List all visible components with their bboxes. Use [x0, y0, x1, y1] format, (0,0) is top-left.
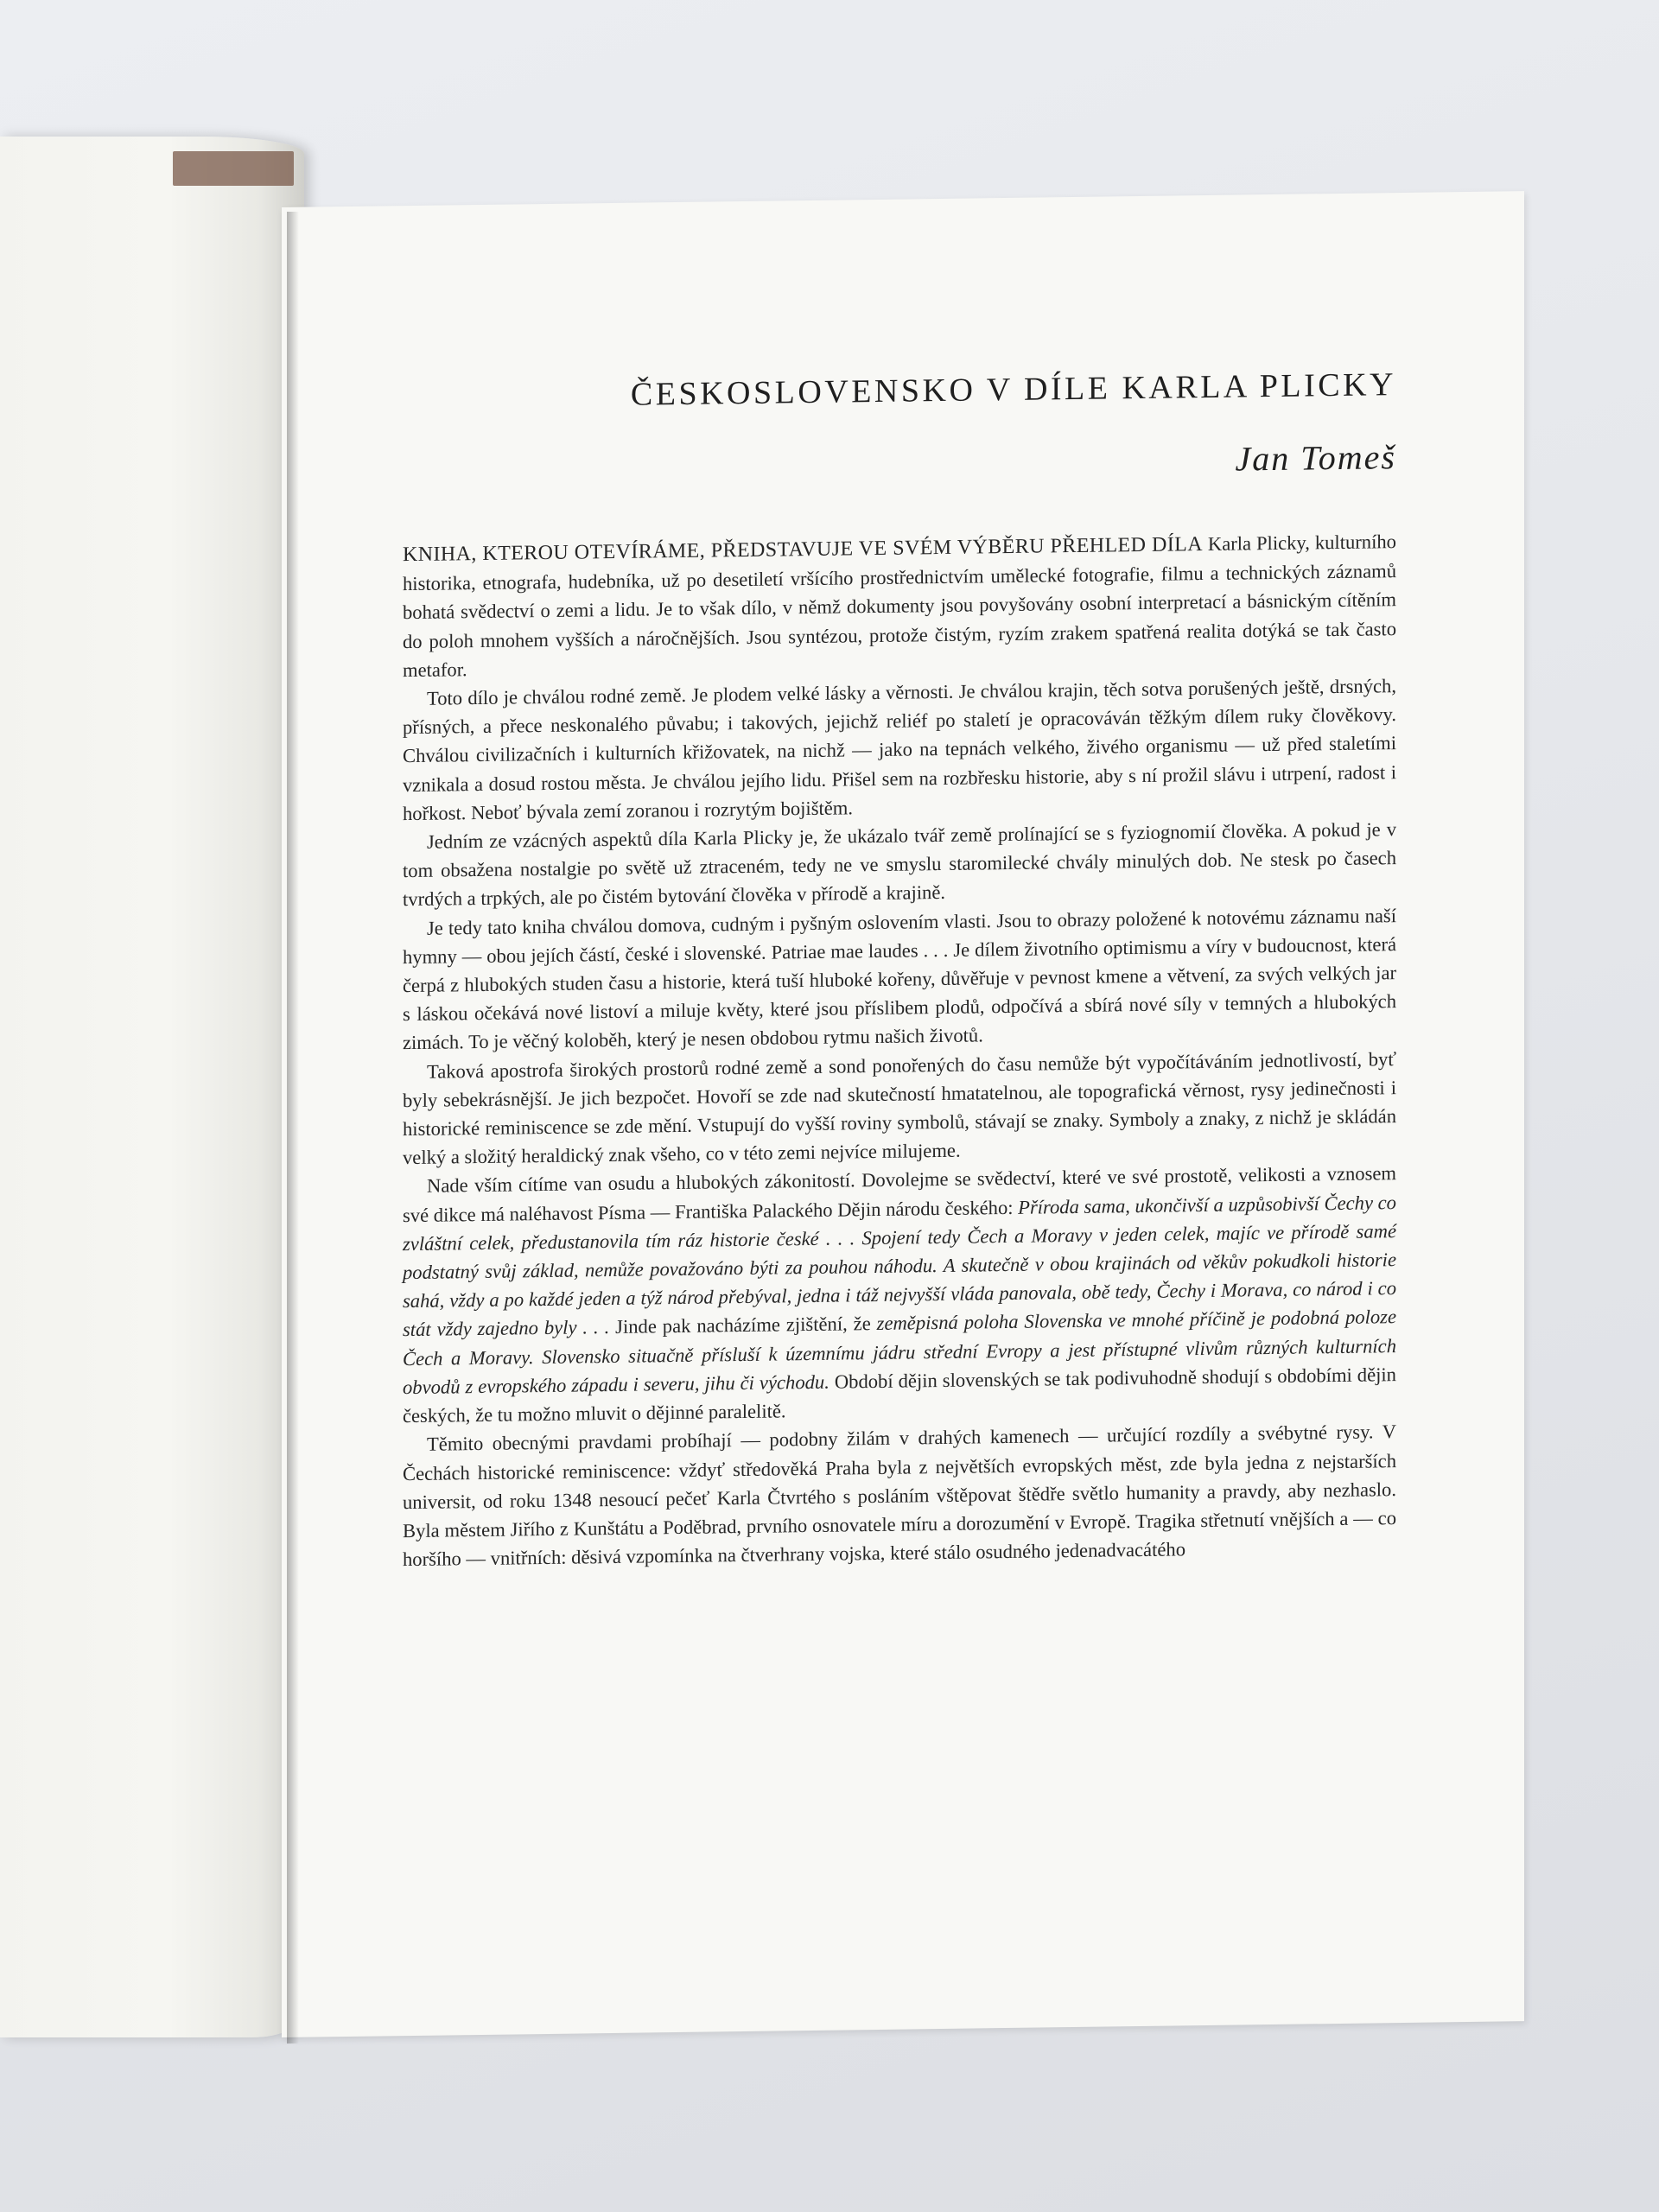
- left-page: [0, 137, 304, 2037]
- paragraph-text: Nade vším cítíme van osudu a hlubokých zákonitostí. Dovolejme se svědectví, které ve své prostotě, velikosti a vznosem své dikce má naléhavost Písma — Františka Palackého Dějin národu českého:: [403, 1162, 1396, 1226]
- paragraph-text: Období dějin slovenských se tak podivuhodně shodují s obdobími dějin českých, že tu možno mluvit o dějinné paralelitě.: [403, 1363, 1396, 1427]
- paragraph-3: Jedním ze vzácných aspektů díla Karla Plicky je, že ukázalo tvář země prolínající se s fyziognomií člověka. A pokud je v tom obsažena nostalgie po světě už ztraceném, tedy ne ve smyslu staromilecké chvály minulých dob. Ne stesk po časech tvrdých a trpkých, ale po čistém bytování člověka v přírodě a krajině.: [403, 818, 1396, 911]
- paragraph-6: [403, 1160, 1396, 1431]
- page-title: ČESKOSLOVENSKO V DÍLE KARLA PLICKY: [630, 366, 1396, 413]
- paragraph-7: Těmito obecnými pravdami probíhají — podobny žilám v drahých kamenech — určující rozdíly a svébytné rysy. V Čechách historické reminiscence: vždyť středověká Praha byla z největších evropských měst, zde byla jedna z nejstarších universit, od roku 1348 nesoucí pečeť Karla Čtvrtého s posláním vštěpovat štědře světlo humanity a pravdy, aby nezhaslo. Byla městem Jiřího z Kunštátu a Poděbrad, prvního osnovatele míru a dorozumění v Evropě. Tragika střetnutí vnějších a — co horšího — vnitřních: děsivá vzpomínka na čtverhrany vojska, které stálo osudného jedenadvacátého: [403, 1421, 1396, 1571]
- palacky-quote: Příroda sama, ukončivší a uzpůsobivší Čechy co zvláštní celek, předustanovila tím ráz historie české . . . Spojení tedy Čech a Moravy v jeden celek, majíc ve přírodě samé podstatný svůj základ, nemůže považováno býti za pouhou náhodu. A skutečně v obou krajinách od věkův pokudkoli historie sahá, vždy a po každé jeden a týž národ přebýval, jedna i táž nejvyšší vláda panovala, obě tedy, Čechy i Morava, co národ i co stát vždy zajedno byly . . .: [403, 1191, 1396, 1341]
- page-content: [403, 365, 1396, 1573]
- paragraph-1: [403, 527, 1396, 684]
- page-gutter-shadow: [287, 212, 299, 2044]
- paragraph-text: Karla Plicky, kulturního historika, etnografa, hudebníka, už po desetiletí vršícího prostřednictvím umělecké fotografie, filmu a technických záznamů bohatá svědectví o zemi a lidu. Je to však dílo, v němž dokumenty jsou povyšovány osobní interpretací a básnickým cítěním do poloh mnohem vyšších a náročnějších. Jsou syntézou, protože čistým, ryzím zrakem spatřená realita dotýká se tak často metafor.: [403, 531, 1396, 681]
- paragraph-text: Jinde pak nacházíme zjištění, že: [609, 1313, 877, 1338]
- book-cover-edge: [173, 151, 294, 186]
- paragraph-5: Taková apostrofa širokých prostorů rodné země a sond ponořených do času nemůže být vypočítáváním jednotlivostí, byť byly sebekrásnější. Je jich bezpočet. Hovoří se zde nad skutečností hmatatelnou, ale topografická věrnost, rysy jedinečnosti i historické reminiscence se zde mění. Vstupují do vyšší roviny symbolů, stávají se znaky. Symboly a znaky, z nichž je skládán velký a složitý heraldický znak všeho, co v této zemi nejvíce milujeme.: [403, 1047, 1396, 1169]
- paragraph-2: Toto dílo je chválou rodné země. Je plodem velké lásky a věrnosti. Je chválou krajin, těch sotva porušených ještě, drsných, přísných, a přece neskonalého půvabu; i takových, jejichž reliéf po staletí je opracováván těžkým dílem ruky člověkovy. Chválou civilizačních i kulturních křižovatek, na nichž — jako na tepnách velkého, živého organismu — už před staletími vznikala a dosud rostou města. Je chválou jejího lidu. Přišel sem na rozbřesku historie, aby s ní prožil slávu i utrpení, radost i hořkost. Neboť bývala zemí zoranou i rozrytým bojištěm.: [403, 675, 1396, 824]
- book-page: [282, 191, 1524, 2037]
- lead-caps: KNIHA, KTEROU OTEVÍRÁME, PŘEDSTAVUJE VE SVÉM VÝBĚRU PŘEHLED DÍLA: [403, 533, 1203, 567]
- author-name: Jan Tomeš: [1235, 437, 1396, 479]
- slovakia-quote: zeměpisná poloha Slovenska ve mnohé příčině je podobná poloze Čech a Moravy. Slovensko situačně přísluší k územnímu jádru střední Evropy a jest přístupné vlivům různých kulturních obvodů z evropského západu i severu, jihu či východu.: [403, 1306, 1396, 1399]
- article-body: [403, 527, 1396, 1573]
- paragraph-4: Je tedy tato kniha chválou domova, cudným i pyšným oslovením vlasti. Jsou to obrazy položené k notovému záznamu naší hymny — obou jejích částí, české i slovenské. Patriae mae laudes . . . Je dílem životního optimismu a víry v budoucnost, která čerpá z hlubokých studen času a historie, která tuší hluboké kořeny, důvěřuje v pevnost kmene a větvení, za svých velkých jar s láskou očekává nové listoví a miluje květy, které jsou příslibem plodů, odpočívá a sbírá nové síly v temných a hlubokých zimách. To je věčný koloběh, který je nesen obdobou rytmu našich životů.: [403, 904, 1396, 1054]
